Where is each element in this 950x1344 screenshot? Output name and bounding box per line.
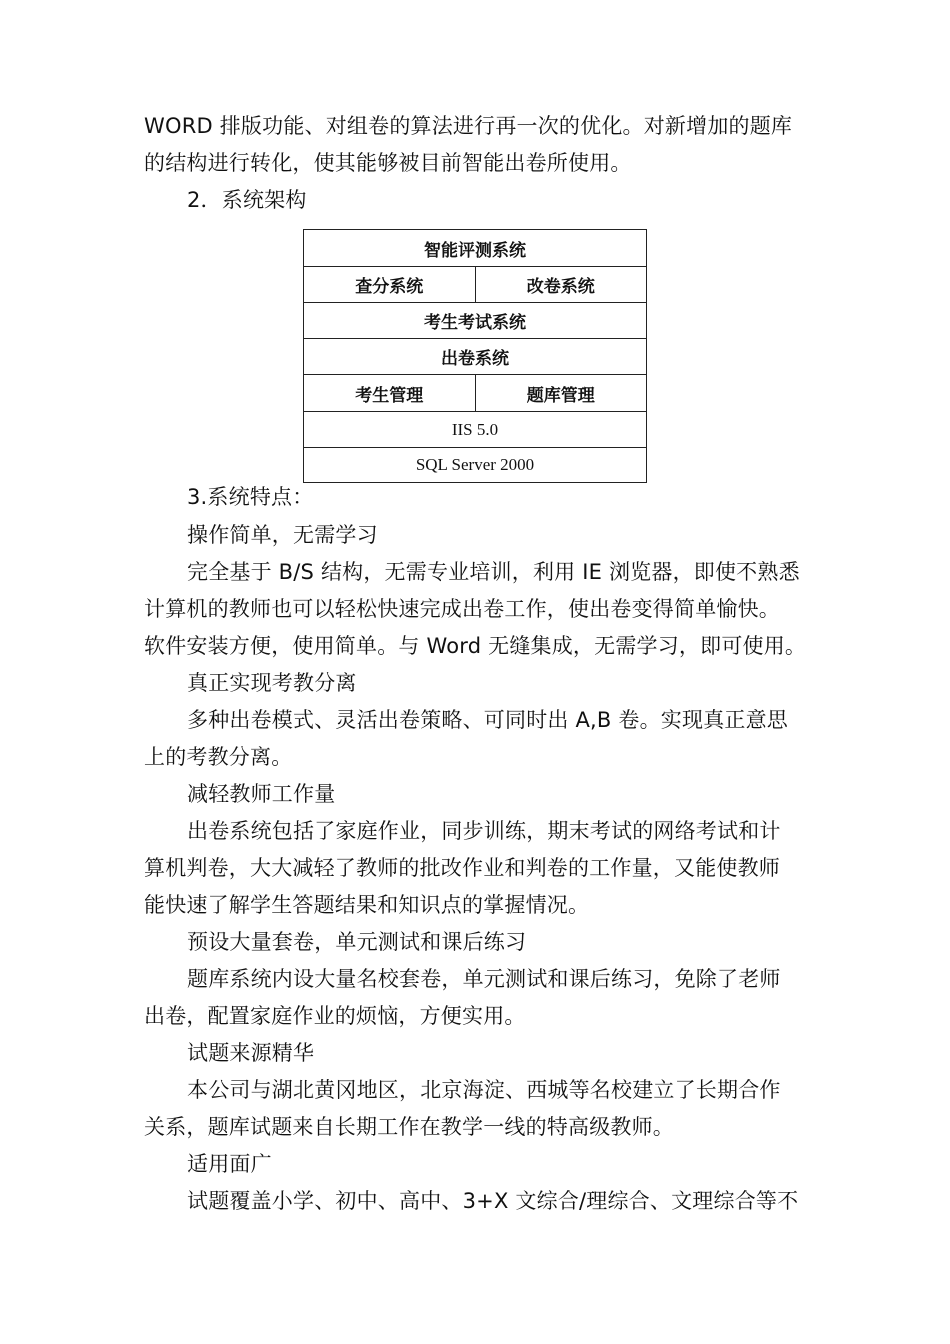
- arch-cell-grading: 改卷系统: [475, 267, 647, 302]
- section-heading: 3.系统特点：: [187, 485, 314, 509]
- paragraph-line: 出卷系统包括了家庭作业，同步训练，期末考试的网络考试和计: [187, 819, 781, 843]
- section-heading: 2．系统架构: [187, 188, 307, 212]
- feature-heading: 真正实现考教分离: [187, 671, 357, 695]
- paragraph-line: 题库系统内设大量名校套卷，单元测试和课后练习，免除了老师: [187, 967, 781, 991]
- paragraph-line: 完全基于 B/S 结构，无需专业培训，利用 IE 浏览器，即使不熟悉: [187, 560, 800, 584]
- arch-cell-student-management: 考生管理: [355, 385, 424, 406]
- arch-cell-paper-generation: 出卷系统: [441, 349, 509, 369]
- arch-row: [304, 230, 646, 267]
- arch-cell-score-query: 查分系统: [355, 277, 424, 297]
- arch-row: [304, 412, 646, 448]
- paragraph-line: 关系，题库试题来自长期工作在教学一线的特高级教师。: [144, 1115, 674, 1139]
- paragraph-line: 软件安装方便，使用简单。与 Word 无缝集成，无需学习，即可使用。: [144, 634, 807, 658]
- paragraph-line: 试题覆盖小学、初中、高中、3+X 文综合/理综合、文理综合等不: [187, 1189, 799, 1213]
- paragraph-line: 的结构进行转化，使其能够被目前智能出卷所使用。: [144, 151, 632, 175]
- paragraph-line: 算机判卷，大大减轻了教师的批改作业和判卷的工作量，又能使教师: [144, 856, 780, 880]
- arch-row: [304, 339, 646, 375]
- arch-cell-question-bank-management: 题库管理: [475, 375, 647, 411]
- feature-heading: 减轻教师工作量: [187, 782, 336, 806]
- feature-heading: 预设大量套卷，单元测试和课后练习: [187, 930, 527, 954]
- paragraph-line: 本公司与湖北黄冈地区，北京海淀、西城等名校建立了长期合作: [187, 1078, 781, 1102]
- arch-row: [304, 448, 646, 482]
- arch-cell-sql-server: SQL Server 2000: [415, 455, 535, 474]
- paragraph-line: 能快速了解学生答题结果和知识点的掌握情况。: [144, 893, 590, 917]
- arch-row: [304, 303, 646, 339]
- arch-cell-exam-taking: 考生考试系统: [424, 313, 526, 333]
- paragraph-line: 上的考教分离。: [144, 745, 293, 769]
- arch-cell-intelligent-eval: 智能评测系统: [424, 240, 526, 261]
- arch-row: [304, 375, 646, 412]
- feature-heading: 操作简单，无需学习: [187, 523, 378, 547]
- paragraph-line: 计算机的教师也可以轻松快速完成出卷工作，使出卷变得简单愉快。: [144, 597, 780, 621]
- paragraph-line: 出卷，配置家庭作业的烦恼，方便实用。: [144, 1004, 526, 1028]
- architecture-diagram: [303, 229, 647, 483]
- feature-heading: 试题来源精华: [187, 1041, 315, 1065]
- arch-row: [304, 267, 646, 303]
- paragraph-line: 多种出卷模式、灵活出卷策略、可同时出 A,B 卷。实现真正意思: [187, 708, 788, 732]
- paragraph-line: WORD 排版功能、对组卷的算法进行再一次的优化。对新增加的题库: [144, 114, 793, 138]
- feature-heading: 适用面广: [187, 1152, 272, 1176]
- arch-cell-iis: IIS 5.0: [451, 419, 499, 439]
